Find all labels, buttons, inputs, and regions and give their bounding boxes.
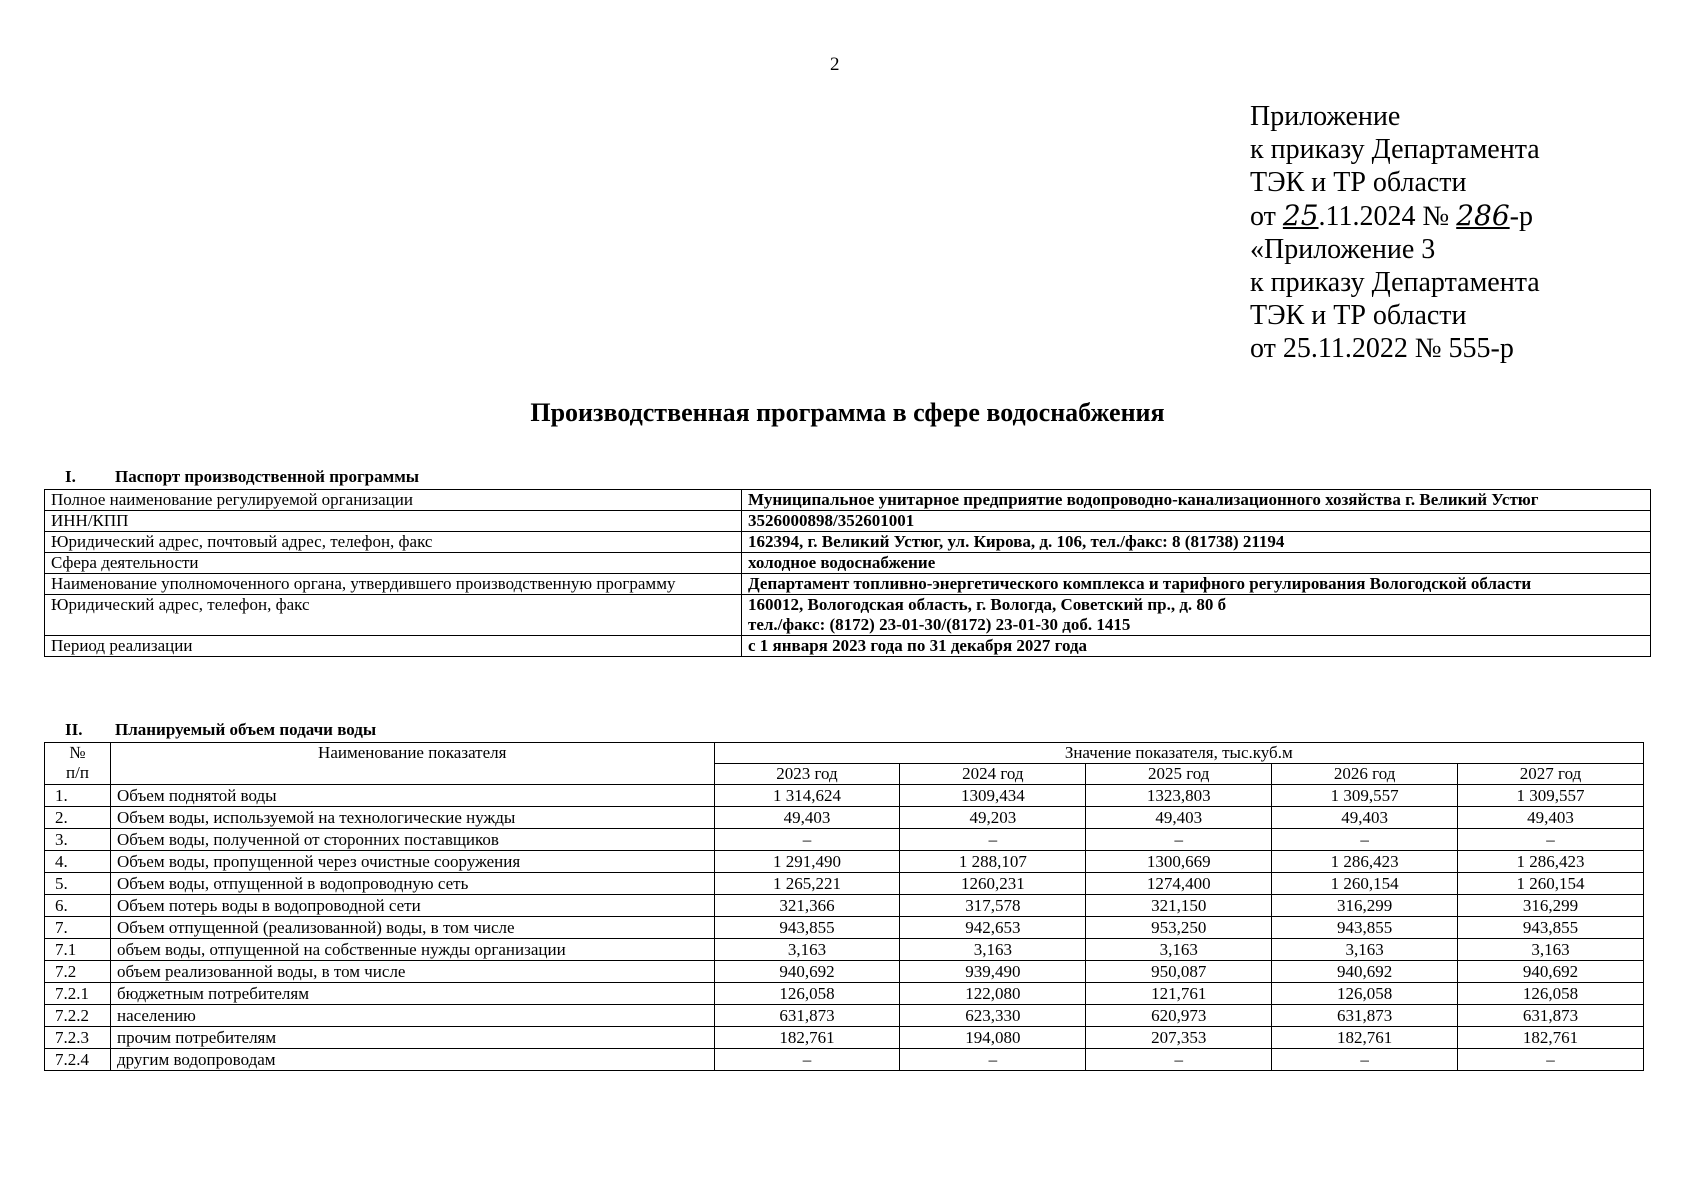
indicator-name: населению bbox=[110, 1005, 714, 1027]
indicator-value: 49,203 bbox=[900, 807, 1086, 829]
passport-row bbox=[45, 574, 1651, 595]
table-row bbox=[45, 1027, 1644, 1049]
indicator-value: 121,761 bbox=[1086, 983, 1272, 1005]
indicator-value: – bbox=[714, 829, 900, 851]
passport-value: 160012, Вологодская область, г. Вологда, Советский пр., д. 80 б тел./факс: (8172) 23-01-30/(8172) 23-01-30 доб. 1415 bbox=[742, 595, 1651, 636]
row-number: 2. bbox=[45, 807, 111, 829]
indicator-value: 940,692 bbox=[1272, 961, 1458, 983]
passport-label: Полное наименование регулируемой организации bbox=[45, 490, 742, 511]
indicator-value: 942,653 bbox=[900, 917, 1086, 939]
indicator-value: 1 265,221 bbox=[714, 873, 900, 895]
section1-number: I. bbox=[65, 467, 76, 486]
indicator-value: 1300,669 bbox=[1086, 851, 1272, 873]
handwritten-day: 25 bbox=[1282, 199, 1319, 232]
indicator-value: 939,490 bbox=[900, 961, 1086, 983]
indicator-name: объем реализованной воды, в том числе bbox=[110, 961, 714, 983]
indicator-value: 1 291,490 bbox=[714, 851, 900, 873]
indicator-value: 3,163 bbox=[714, 939, 900, 961]
appendix-line: от 25.11.2022 № 555-р bbox=[1250, 333, 1514, 364]
indicator-value: 207,353 bbox=[1086, 1027, 1272, 1049]
indicator-value: 940,692 bbox=[714, 961, 900, 983]
indicator-value: – bbox=[1458, 1049, 1644, 1071]
handwritten-order-number: 286 bbox=[1456, 199, 1510, 232]
indicator-name: Объем воды, используемой на технологические нужды bbox=[110, 807, 714, 829]
indicator-value: 1 288,107 bbox=[900, 851, 1086, 873]
passport-value: с 1 января 2023 года по 31 декабря 2027 года bbox=[742, 636, 1651, 657]
indicator-value: 49,403 bbox=[1458, 807, 1644, 829]
indicator-value: – bbox=[900, 829, 1086, 851]
passport-value: Департамент топливно-энергетического комплекса и тарифного регулирования Вологодской области bbox=[742, 574, 1651, 595]
passport-label: Юридический адрес, телефон, факс bbox=[45, 595, 742, 636]
passport-row bbox=[45, 532, 1651, 553]
row-number: 5. bbox=[45, 873, 111, 895]
document-title: Производственная программа в сфере водоснабжения bbox=[530, 398, 1165, 427]
indicator-value: 631,873 bbox=[1272, 1005, 1458, 1027]
water-volume-table bbox=[44, 742, 1644, 1071]
table-row bbox=[45, 961, 1644, 983]
passport-value: холодное водоснабжение bbox=[742, 553, 1651, 574]
row-number: 7.2.4 bbox=[45, 1049, 111, 1071]
header-year: 2026 год bbox=[1272, 764, 1458, 785]
table-row bbox=[45, 851, 1644, 873]
indicator-value: 182,761 bbox=[1272, 1027, 1458, 1049]
header-indicator-value: Значение показателя, тыс.куб.м bbox=[714, 743, 1643, 764]
table-row bbox=[45, 785, 1644, 807]
row-number: 7.2.2 bbox=[45, 1005, 111, 1027]
header-number: № п/п bbox=[45, 743, 111, 785]
indicator-name: Объем воды, отпущенной в водопроводную сеть bbox=[110, 873, 714, 895]
passport-row bbox=[45, 636, 1651, 657]
indicator-name: Объем воды, пропущенной через очистные сооружения bbox=[110, 851, 714, 873]
passport-table bbox=[44, 489, 1651, 657]
table-row bbox=[45, 983, 1644, 1005]
appendix-order-line bbox=[1250, 199, 1540, 233]
indicator-value: 1 309,557 bbox=[1272, 785, 1458, 807]
indicator-value: 182,761 bbox=[1458, 1027, 1644, 1049]
date-rest: .11.2024 № bbox=[1318, 201, 1457, 232]
indicator-name: Объем поднятой воды bbox=[110, 785, 714, 807]
indicator-value: 3,163 bbox=[900, 939, 1086, 961]
indicator-value: 49,403 bbox=[1086, 807, 1272, 829]
indicator-value: 940,692 bbox=[1458, 961, 1644, 983]
indicator-value: 49,403 bbox=[714, 807, 900, 829]
indicator-value: 3,163 bbox=[1086, 939, 1272, 961]
row-number: 7.2.1 bbox=[45, 983, 111, 1005]
indicator-value: 1 260,154 bbox=[1458, 873, 1644, 895]
indicator-value: 1323,803 bbox=[1086, 785, 1272, 807]
appendix-block bbox=[1250, 100, 1540, 365]
row-number: 4. bbox=[45, 851, 111, 873]
indicator-value: 1 309,557 bbox=[1458, 785, 1644, 807]
indicator-value: 321,366 bbox=[714, 895, 900, 917]
indicator-value: 182,761 bbox=[714, 1027, 900, 1049]
passport-row bbox=[45, 511, 1651, 532]
header-year: 2027 год bbox=[1458, 764, 1644, 785]
indicator-value: – bbox=[714, 1049, 900, 1071]
section2-heading bbox=[65, 720, 376, 740]
indicator-value: 1 260,154 bbox=[1272, 873, 1458, 895]
indicator-name: объем воды, отпущенной на собственные нужды организации bbox=[110, 939, 714, 961]
page-number: 2 bbox=[830, 54, 840, 75]
indicator-value: 3,163 bbox=[1458, 939, 1644, 961]
row-number: 7.2.3 bbox=[45, 1027, 111, 1049]
table-row bbox=[45, 1005, 1644, 1027]
indicator-value: 126,058 bbox=[714, 983, 900, 1005]
table-row bbox=[45, 829, 1644, 851]
indicator-value: 943,855 bbox=[1272, 917, 1458, 939]
indicator-value: 943,855 bbox=[1458, 917, 1644, 939]
indicator-value: 631,873 bbox=[714, 1005, 900, 1027]
passport-value: Муниципальное унитарное предприятие водопроводно-канализационного хозяйства г. Великий Устюг bbox=[742, 490, 1651, 511]
table-row bbox=[45, 895, 1644, 917]
appendix-line: к приказу Департамента bbox=[1250, 267, 1540, 298]
indicator-value: 126,058 bbox=[1458, 983, 1644, 1005]
indicator-value: 1 314,624 bbox=[714, 785, 900, 807]
indicator-value: 321,150 bbox=[1086, 895, 1272, 917]
indicator-value: – bbox=[1458, 829, 1644, 851]
indicator-value: 943,855 bbox=[714, 917, 900, 939]
header-year: 2023 год bbox=[714, 764, 900, 785]
appendix-line: к приказу Департамента bbox=[1250, 134, 1540, 165]
indicator-value: 126,058 bbox=[1272, 983, 1458, 1005]
appendix-line: Приложение bbox=[1250, 101, 1401, 132]
indicator-name: Объем воды, полученной от сторонних поставщиков bbox=[110, 829, 714, 851]
indicator-value: 950,087 bbox=[1086, 961, 1272, 983]
passport-row bbox=[45, 553, 1651, 574]
indicator-name: Объем отпущенной (реализованной) воды, в том числе bbox=[110, 917, 714, 939]
indicator-value: – bbox=[1086, 829, 1272, 851]
indicator-value: – bbox=[1272, 829, 1458, 851]
indicator-value: 49,403 bbox=[1272, 807, 1458, 829]
indicator-value: – bbox=[1086, 1049, 1272, 1071]
passport-label: ИНН/КПП bbox=[45, 511, 742, 532]
table-row bbox=[45, 807, 1644, 829]
passport-label: Период реализации bbox=[45, 636, 742, 657]
table-row bbox=[45, 939, 1644, 961]
indicator-value: 623,330 bbox=[900, 1005, 1086, 1027]
passport-value: 3526000898/352601001 bbox=[742, 511, 1651, 532]
appendix-line: ТЭК и ТР области bbox=[1250, 300, 1467, 331]
indicator-value: – bbox=[1272, 1049, 1458, 1071]
row-number: 3. bbox=[45, 829, 111, 851]
row-number: 1. bbox=[45, 785, 111, 807]
header-year: 2024 год bbox=[900, 764, 1086, 785]
indicator-name: другим водопроводам bbox=[110, 1049, 714, 1071]
table-row bbox=[45, 1049, 1644, 1071]
indicator-name: бюджетным потребителям bbox=[110, 983, 714, 1005]
indicator-value: 1 286,423 bbox=[1272, 851, 1458, 873]
row-number: 7.1 bbox=[45, 939, 111, 961]
passport-row bbox=[45, 490, 1651, 511]
indicator-value: 1 286,423 bbox=[1458, 851, 1644, 873]
header-indicator-name: Наименование показателя bbox=[110, 743, 714, 785]
passport-label: Сфера деятельности bbox=[45, 553, 742, 574]
passport-label: Юридический адрес, почтовый адрес, телефон, факс bbox=[45, 532, 742, 553]
header-year: 2025 год bbox=[1086, 764, 1272, 785]
indicator-value: 1260,231 bbox=[900, 873, 1086, 895]
indicator-value: – bbox=[900, 1049, 1086, 1071]
indicator-value: 953,250 bbox=[1086, 917, 1272, 939]
passport-row bbox=[45, 595, 1651, 636]
appendix-line: ТЭК и ТР области bbox=[1250, 167, 1467, 198]
appendix-line: «Приложение 3 bbox=[1250, 234, 1436, 265]
section2-title: Планируемый объем подачи воды bbox=[115, 720, 377, 739]
row-number: 7.2 bbox=[45, 961, 111, 983]
indicator-value: 631,873 bbox=[1458, 1005, 1644, 1027]
indicator-value: 316,299 bbox=[1272, 895, 1458, 917]
section2-number: II. bbox=[65, 720, 83, 739]
section1-title: Паспорт производственной программы bbox=[115, 467, 420, 486]
date-prefix: от bbox=[1250, 201, 1283, 232]
passport-label: Наименование уполномоченного органа, утвердившего производственную программу bbox=[45, 574, 742, 595]
indicator-value: 317,578 bbox=[900, 895, 1086, 917]
indicator-value: 3,163 bbox=[1272, 939, 1458, 961]
section1-heading bbox=[65, 467, 419, 487]
row-number: 6. bbox=[45, 895, 111, 917]
table-row bbox=[45, 917, 1644, 939]
order-suffix: -р bbox=[1509, 201, 1533, 232]
indicator-value: 194,080 bbox=[900, 1027, 1086, 1049]
indicator-value: 122,080 bbox=[900, 983, 1086, 1005]
table-row bbox=[45, 873, 1644, 895]
indicator-value: 1274,400 bbox=[1086, 873, 1272, 895]
row-number: 7. bbox=[45, 917, 111, 939]
indicator-value: 1309,434 bbox=[900, 785, 1086, 807]
indicator-value: 316,299 bbox=[1458, 895, 1644, 917]
indicator-value: 620,973 bbox=[1086, 1005, 1272, 1027]
indicator-name: Объем потерь воды в водопроводной сети bbox=[110, 895, 714, 917]
passport-value: 162394, г. Великий Устюг, ул. Кирова, д. 106, тел./факс: 8 (81738) 21194 bbox=[742, 532, 1651, 553]
indicator-name: прочим потребителям bbox=[110, 1027, 714, 1049]
